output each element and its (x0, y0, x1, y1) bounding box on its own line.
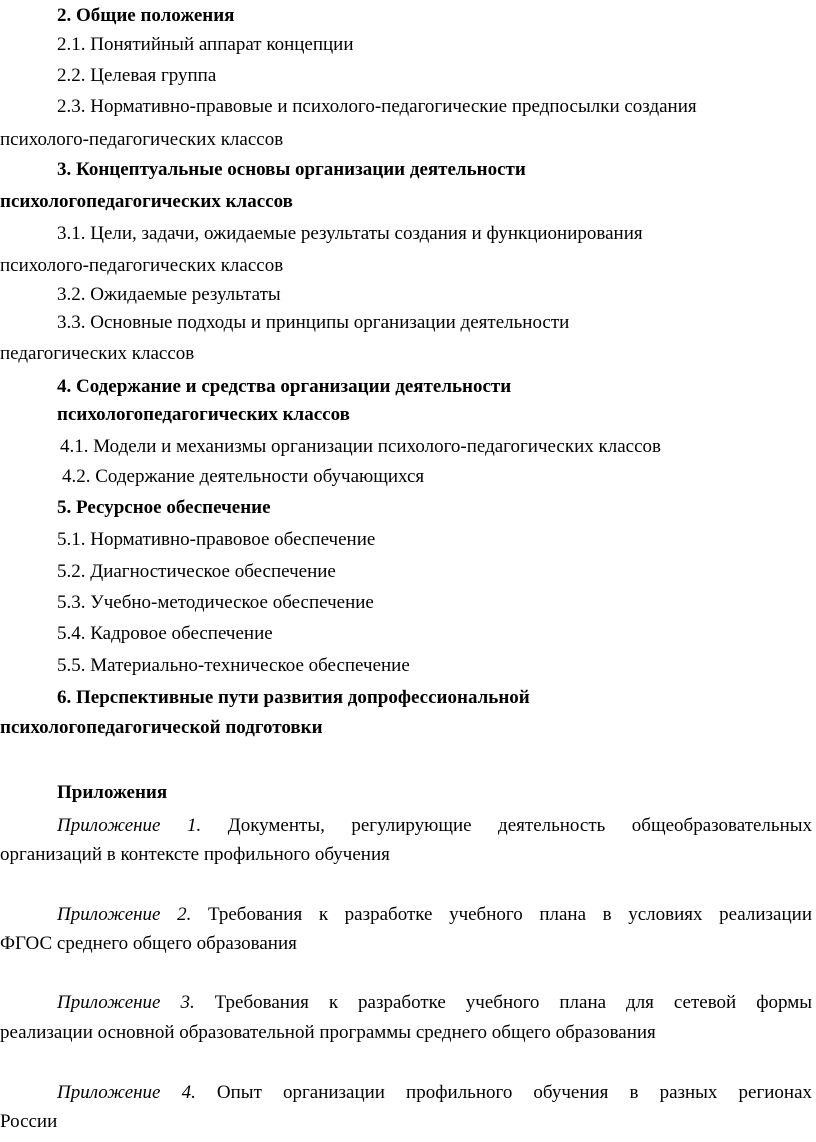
toc-item-5-5: 5.5. Материально-техническое обеспечение (57, 655, 410, 676)
toc-item-3-3-cont: педагогических классов (0, 343, 195, 364)
section-3-heading: 3. Концептуальные основы организации деятельности (57, 159, 526, 180)
appendix-2-cont: ФГОС среднего общего образования (0, 933, 297, 954)
appendix-1-text: Документы, регулирующие деятельность общеобразовательных (227, 815, 813, 836)
section-3-heading-cont: психологопедагогических классов (0, 191, 293, 212)
section-4-heading-cont: психологопедагогических классов (57, 404, 350, 425)
toc-item-2-3-cont: психолого-педагогических классов (0, 129, 284, 150)
appendix-4-cont: России (0, 1111, 58, 1132)
toc-item-3-3: 3.3. Основные подходы и принципы организации деятельности (57, 312, 570, 333)
section-2-heading: 2. Общие положения (57, 5, 235, 26)
section-5-heading: 5. Ресурсное обеспечение (57, 497, 271, 518)
toc-item-3-1-cont: психолого-педагогических классов (0, 255, 284, 276)
section-6-heading-cont: психологопедагогической подготовки (0, 717, 323, 738)
toc-item-4-2: 4.2. Содержание деятельности обучающихся (62, 466, 425, 487)
toc-item-2-1: 2.1. Понятийный аппарат концепции (57, 34, 354, 55)
toc-item-3-2: 3.2. Ожидаемые результаты (57, 284, 281, 305)
appendix-2 (0, 903, 812, 927)
toc-item-4-1: 4.1. Модели и механизмы организации психолого-педагогических классов (60, 436, 661, 457)
appendix-1 (0, 814, 812, 838)
appendix-3-text: Требования к разработке учебного плана для сетевой формы (214, 992, 813, 1013)
section-6-heading: 6. Перспективные пути развития допрофессиональной (57, 687, 530, 708)
toc-item-3-1: 3.1. Цели, задачи, ожидаемые результаты создания и функционирования (57, 223, 643, 244)
appendix-3-label: Приложение 3. (57, 992, 195, 1013)
toc-item-5-4: 5.4. Кадровое обеспечение (57, 623, 273, 644)
appendix-1-cont: организаций в контексте профильного обучения (0, 844, 390, 865)
appendix-2-text: Требования к разработке учебного плана в условиях реализации (207, 904, 812, 925)
appendix-3 (0, 991, 812, 1015)
toc-item-2-2: 2.2. Целевая группа (57, 65, 217, 86)
appendix-4 (0, 1081, 812, 1105)
appendix-4-label: Приложение 4. (57, 1082, 196, 1103)
section-4-heading: 4. Содержание и средства организации деятельности (57, 376, 512, 397)
appendix-4-text: Опыт организации профильного обучения в разных регионах (216, 1082, 813, 1103)
toc-item-5-2: 5.2. Диагностическое обеспечение (57, 561, 336, 582)
appendix-3-cont: реализации основной образовательной программы среднего общего образования (0, 1022, 656, 1043)
toc-item-2-3: 2.3. Нормативно-правовые и психолого-педагогические предпосылки создания (57, 96, 697, 117)
appendices-heading: Приложения (57, 782, 168, 803)
toc-item-5-3: 5.3. Учебно-методическое обеспечение (57, 592, 374, 613)
appendix-2-label: Приложение 2. (57, 904, 192, 925)
toc-item-5-1: 5.1. Нормативно-правовое обеспечение (57, 529, 376, 550)
appendix-1-label: Приложение 1. (57, 815, 202, 836)
